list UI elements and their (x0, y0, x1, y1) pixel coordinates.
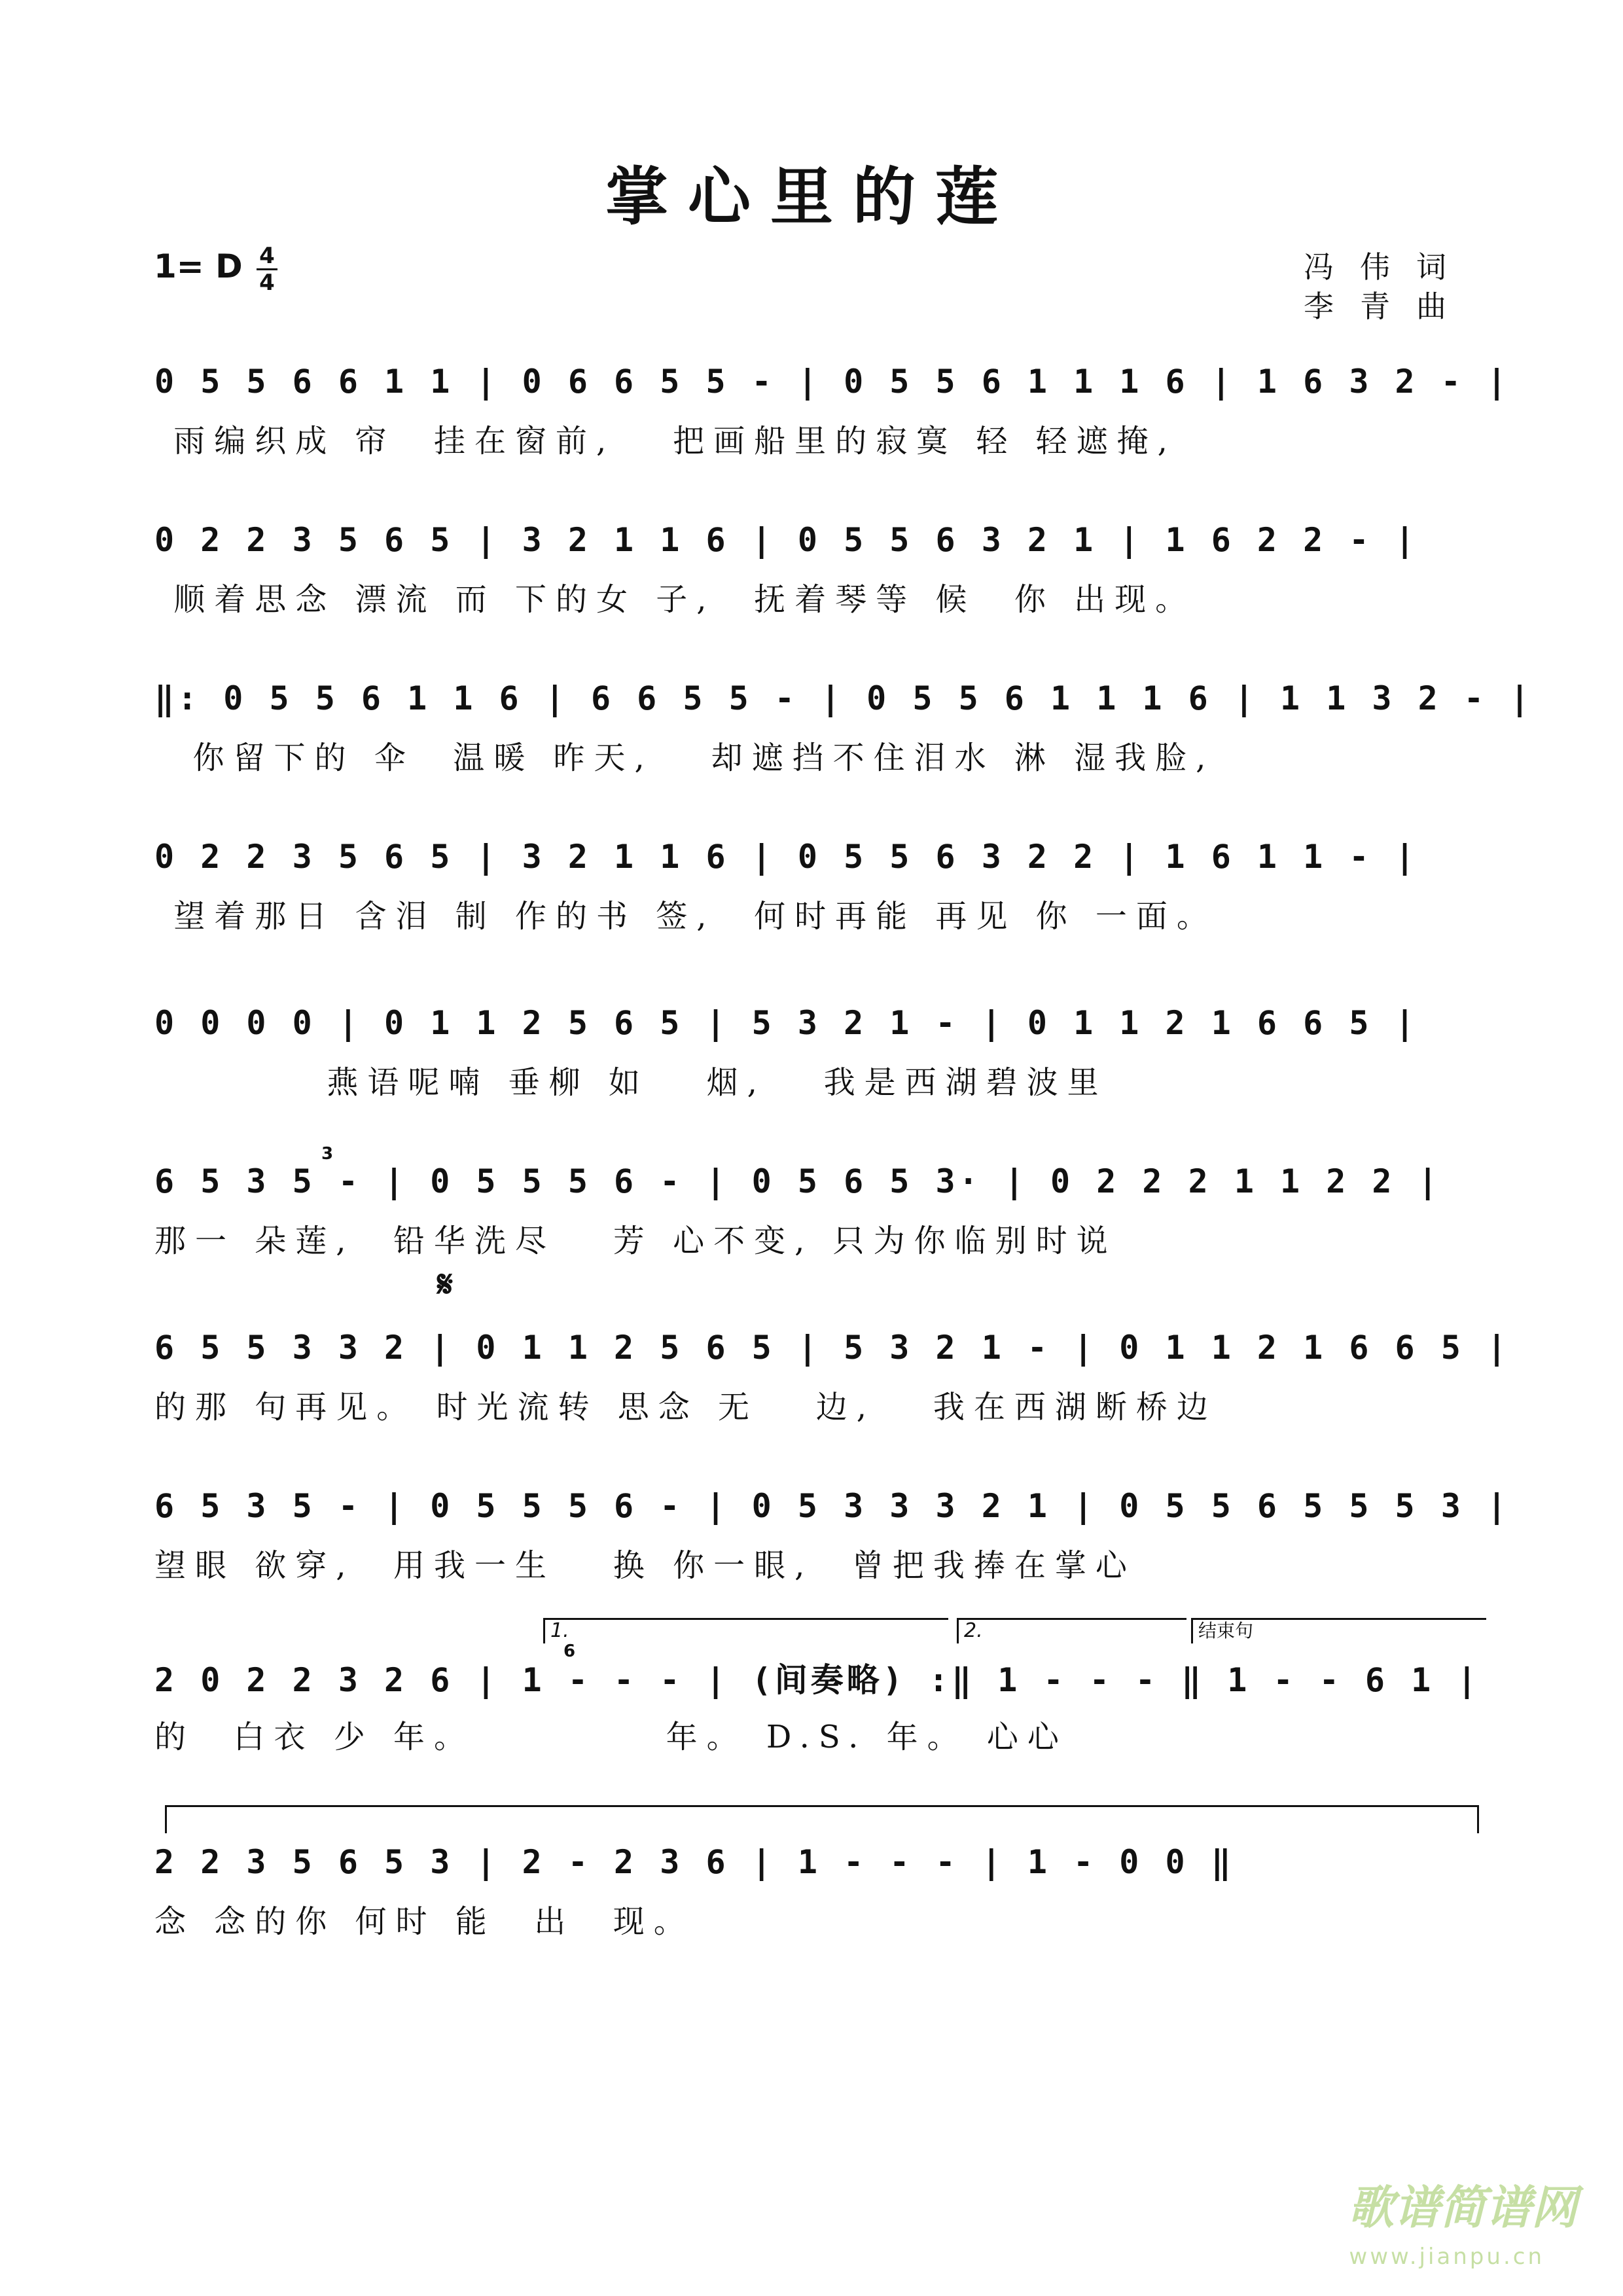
notes-line: 0 2 2 3 5 6 5 | 3 2 1 1 6 | 0 5 5 6 3 2 2 | 1 6 1 1 - | (154, 838, 1418, 876)
lyrics-line: 你留下的 伞 温暖 昨天, 却遮挡不住泪水 淋 湿我脸, (154, 739, 1215, 776)
time-signature-bottom: 4 (259, 270, 275, 296)
key-signature: 1= D (154, 247, 243, 285)
score-line-5 (154, 1000, 1483, 1111)
time-signature (254, 243, 280, 295)
lyrics-line: 念 念的你 何时 能 出 现。 (154, 1903, 694, 1940)
watermark-url: www.jianpu.cn (1349, 2244, 1544, 2270)
score-line-8 (154, 1483, 1510, 1594)
notes-line: 0 2 2 3 5 6 5 | 3 2 1 1 6 | 0 5 5 6 3 2 1 | 1 6 2 2 - | (154, 521, 1418, 559)
score-line-2 (154, 517, 1483, 628)
lyrics-line: 雨编织成 帘 挂在窗前, 把画船里的寂寞 轻 轻遮掩, (154, 422, 1177, 459)
lyrics-line: 望着那日 含泪 制 作的书 签, 何时再能 再见 你 一面。 (154, 897, 1217, 935)
time-signature-top: 4 (259, 243, 275, 269)
composer-credit: 李青曲 (1304, 289, 1472, 324)
notes-line: 2 0 2 2 3 2 6 | 1 - - - | (间奏略) :‖ 1 - - - ‖ 1 - - 6 1 | (154, 1661, 1480, 1699)
lyricist-credit: 冯伟词 (1304, 249, 1472, 285)
notes-line: ‖: 0 5 5 6 1 1 6 | 6 6 5 5 - | 0 5 5 6 1 1 1 6 | 1 1 3 2 - | (154, 679, 1533, 717)
volta-1: 1. (543, 1618, 948, 1643)
lyrics-line: 燕语呢喃 垂柳 如 烟, 我是西湖碧波里 (154, 1064, 1108, 1101)
lyrics-line: 的 白衣 少 年。 年。 D.S. 年。 心心 (154, 1718, 1068, 1755)
notes-line: 0 0 0 0 | 0 1 1 2 5 6 5 | 5 3 2 1 - | 0 1 1 2 1 6 6 5 | (154, 1004, 1418, 1042)
lyrics-line: 的那 句再见。 时光流转 思念 无 边, 我在西湖断桥边 (154, 1388, 1217, 1426)
notes-line: 6 5 5 3 3 2 | 0 1 1 2 5 6 5 | 5 3 2 1 - | 0 1 1 2 1 6 6 5 | (154, 1329, 1510, 1367)
score-line-9 (154, 1641, 1483, 1766)
score-line-10 (154, 1839, 1483, 1950)
volta-2: 2. (957, 1618, 1186, 1643)
segno-sign: 𝄋 (437, 1263, 454, 1306)
score-line-3 (154, 675, 1533, 787)
notes-line: 6 5 3 5 - | 0 5 5 5 6 - | 0 5 3 3 3 2 1 | 0 5 5 6 5 5 5 3 | (154, 1487, 1510, 1525)
lyrics-line: 望眼 欲穿, 用我一生 换 你一眼, 曾把我捧在掌心 (154, 1547, 1136, 1584)
ending-bracket (165, 1805, 1479, 1833)
ending-phrase-label: 结束句 (1191, 1618, 1486, 1643)
score-title: 掌心里的莲 (605, 160, 1018, 234)
notes-line: 2 2 3 5 6 5 3 | 2 - 2 3 6 | 1 - - - | 1 - 0 0 ‖ (154, 1843, 1234, 1881)
lyrics-line: 那一 朵莲, 铅华洗尽 芳 心不变, 只为你临别时说 (154, 1222, 1117, 1259)
score-line-7 (154, 1325, 1510, 1436)
grace-note: 6 (563, 1641, 576, 1661)
lyrics-line: 顺着思念 漂流 而 下的女 子, 抚着琴等 候 你 出现。 (154, 581, 1196, 618)
score-line-4 (154, 834, 1483, 945)
grace-note: 3 (321, 1144, 334, 1164)
notes-line: 0 5 5 6 6 1 1 | 0 6 6 5 5 - | 0 5 5 6 1 1 1 6 | 1 6 3 2 - | (154, 363, 1510, 401)
notes-line: 6 5 3 5 - | 0 5 5 5 6 - | 0 5 6 5 3· | 0 2 2 2 1 1 2 2 | (154, 1162, 1441, 1200)
score-line-6 (154, 1144, 1483, 1270)
watermark-logo: 歌谱简谱网 (1348, 2181, 1577, 2234)
score-line-1 (154, 359, 1510, 470)
